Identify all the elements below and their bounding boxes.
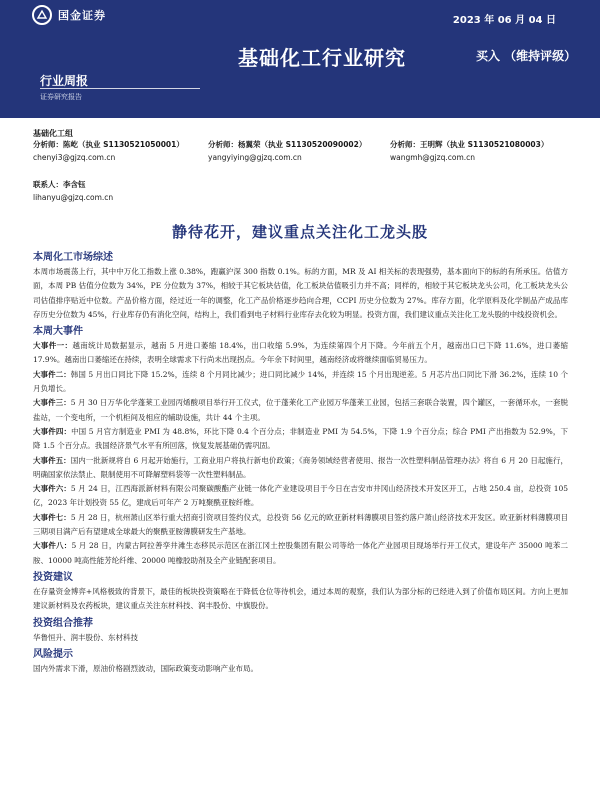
risk-text: 国内外需求下滑，原油价格剧烈波动，国际政策变动影响产业布局。 (33, 663, 258, 673)
event-label: 大事件二： (33, 369, 71, 379)
brand-logo-icon (32, 5, 52, 25)
section-heading-recommended: 投资组合推荐 (33, 617, 93, 629)
report-type: 证券研究报告 (40, 93, 82, 101)
analyst-info (390, 139, 548, 164)
report-category: 行业周报 (40, 74, 89, 88)
analyst-email[interactable]: wangmh@gjzq.com.cn (390, 153, 476, 162)
event-text: 5 月 28 日，杭州萧山区举行重大招商引资项目签约仪式，总投资 56 亿元的欧亚新材料薄膜项目签约落户萧山经济技术开发区。欧亚新材料薄膜项目三期项目满产后有望建成全球最大的聚酰亚胺薄膜研发生产基地。 (33, 512, 569, 537)
analyst-email[interactable]: yangyiying@gjzq.com.cn (208, 153, 302, 162)
team-name: 基础化工组 (33, 129, 73, 138)
analyst-label: 分析师：陈屹（执业 S1130521050001） (33, 140, 184, 149)
event-item (33, 339, 568, 368)
event-item (33, 482, 568, 511)
contact-email[interactable]: lihanyu@gjzq.com.cn (33, 193, 114, 202)
event-text: 5 月 28 日，内蒙古阿拉善孪井滩生态移民示范区在浙江冈土控股集团有限公司等给一体化产业园项目现场举行开工仪式，建设年产 35000 吨苯二胺、10000 吨高性能芳纶纤维、20000 吨橡胶助剂及全产业链配套项目。 (33, 541, 569, 565)
analyst-label: 分析师：杨翼荣（执业 S1130520090002） (208, 140, 367, 149)
event-item (33, 454, 568, 483)
report-title: 基础化工行业研究 (238, 46, 406, 70)
analyst-info (33, 139, 184, 164)
report-date: 2023 年 06 月 04 日 (452, 15, 556, 26)
event-label: 大事件四： (33, 426, 72, 436)
section-heading-market-review: 本周化工市场综述 (33, 252, 113, 263)
event-label: 大事件一： (33, 341, 73, 351)
event-item (33, 539, 568, 568)
event-text: 越南统计局数据显示，越南 5 月进口萎缩 18.4%，出口收缩 5.9%，为连续第四个月下降。今年前五个月，越南出口已下降 11.6%，进口萎缩 17.9%。越南出口萎缩还在持续，表明全球需求下行尚未出现拐点。今年余下时间里，越南经济或将继续面临贸易压力。 (33, 341, 568, 365)
analyst-info (208, 139, 366, 164)
rating-label: 买入 （维持评级） (476, 49, 577, 63)
event-label: 大事件六： (33, 484, 71, 494)
analyst-email[interactable]: chenyi3@gjzq.com.cn (33, 153, 116, 162)
event-text: 韩国 5 月出口同比下降 15.2%，连续 8 个月同比减少；进口同比减少 14%，并连续 15 个月出现逆差。5 月芯片出口同比下滑 36.2%，连续 10 个月负增长。 (33, 369, 568, 394)
section-heading-events: 本周大事件 (33, 326, 83, 338)
event-label: 大事件八： (33, 541, 72, 551)
event-item (33, 368, 568, 397)
page-title: 静待花开，建议重点关注化工龙头股 (171, 223, 428, 241)
analyst-label: 分析师：王明辉（执业 S1130521080003） (390, 140, 549, 149)
event-text: 国内一批新规将自 6 月起开始施行，工商业用户将执行新电价政策；《商务领域经营者使用、报告一次性塑料制品管理办法》将自 6 月 20 日起施行，明确国家依法禁止、限制使用不可降解塑料袋等一次性塑料制品。 (33, 455, 569, 479)
contact-label: 联系人：李含钰 (33, 180, 86, 189)
brand-name: 国金证券 (58, 9, 106, 22)
divider (40, 88, 200, 89)
event-item (33, 511, 568, 540)
event-item (33, 425, 568, 454)
report-header (0, 0, 600, 118)
report-body (33, 251, 568, 676)
event-label: 大事件三： (33, 398, 71, 408)
event-text: 5 月 24 日，江西海派新材料有限公司聚碳酸酯产业链一体化产业建设项目于今日在吉安市井冈山经济技术开发区开工，占地 250.4 亩，总投资 105 亿，2023 年计划投资 55 亿，建成后可年产 2 万吨聚酰亚胺纤维。 (33, 484, 569, 508)
event-label: 大事件七： (33, 512, 71, 522)
section-heading-investment-advice: 投资建议 (33, 571, 73, 583)
market-review-text: 本周市场震荡上行，其中中万化工指数上涨 0.38%，跑赢沪深 300 指数 0.1%。标的方面，MR 及 AI 相关标的表现强势，基本面向下的标的有所承压。估值方面，本周 PB 估值分位数为 34%，PE 分位数为 37%，相较于其它板块估值，化工板块估值吸引力并不高；同样的，相较于其它板块龙头公司，化工板块龙头公司估值排序贴近中位数。产品价格方面，经过近一年的调整，化工产品价格逐步趋向合理，CCPI 历史分位数为 27%。库存方面，化学原料及化学制品产成品库存历史分位数为 45%，行业库存仍有消化空间，结构上，我们看到电子材料行业库存去化较为明显。投资方面，我们建议重点关注化工龙头股的中线投资机会。 (33, 267, 568, 319)
event-label: 大事件五： (33, 455, 71, 465)
brand-logo (32, 5, 106, 25)
contact-info (33, 179, 113, 204)
event-text: 5 月 30 日万华化学蓬莱工业园丙烯酸项目举行开工仪式，位于蓬莱化工产业园万华蓬莱工业园，包括三套联合装置，四个罐区，一套循环水，一套脱盐站，一个变电所，一个机柜间及相应的辅助设施，共计 44 个主项。 (33, 398, 569, 422)
event-item (33, 396, 568, 425)
investment-advice-text: 在存量资金博弈+风格极致的背景下，最佳的板块投资策略在于降低仓位等待机会，通过本周的观察，我们认为部分标的已经进入到了价值布局区间。方向上更加建议新材料及农药板块，建议重点关注东材科技、润丰股份、中旗股份。 (33, 586, 568, 611)
section-heading-risk: 风险提示 (33, 648, 73, 660)
recommended-portfolio-text: 华鲁恒升、润丰股份、东材科技 (33, 632, 138, 642)
event-text: 中国 5 月官方制造业 PMI 为 48.8%，环比下降 0.4 个百分点；非制造业 PMI 为 54.5%，下降 1.9 个百分点；综合 PMI 产出指数为 52.9%，下降 1.5 个百分点。我国经济景气水平有所回落，恢复发展基础仍需巩固。 (33, 426, 568, 451)
